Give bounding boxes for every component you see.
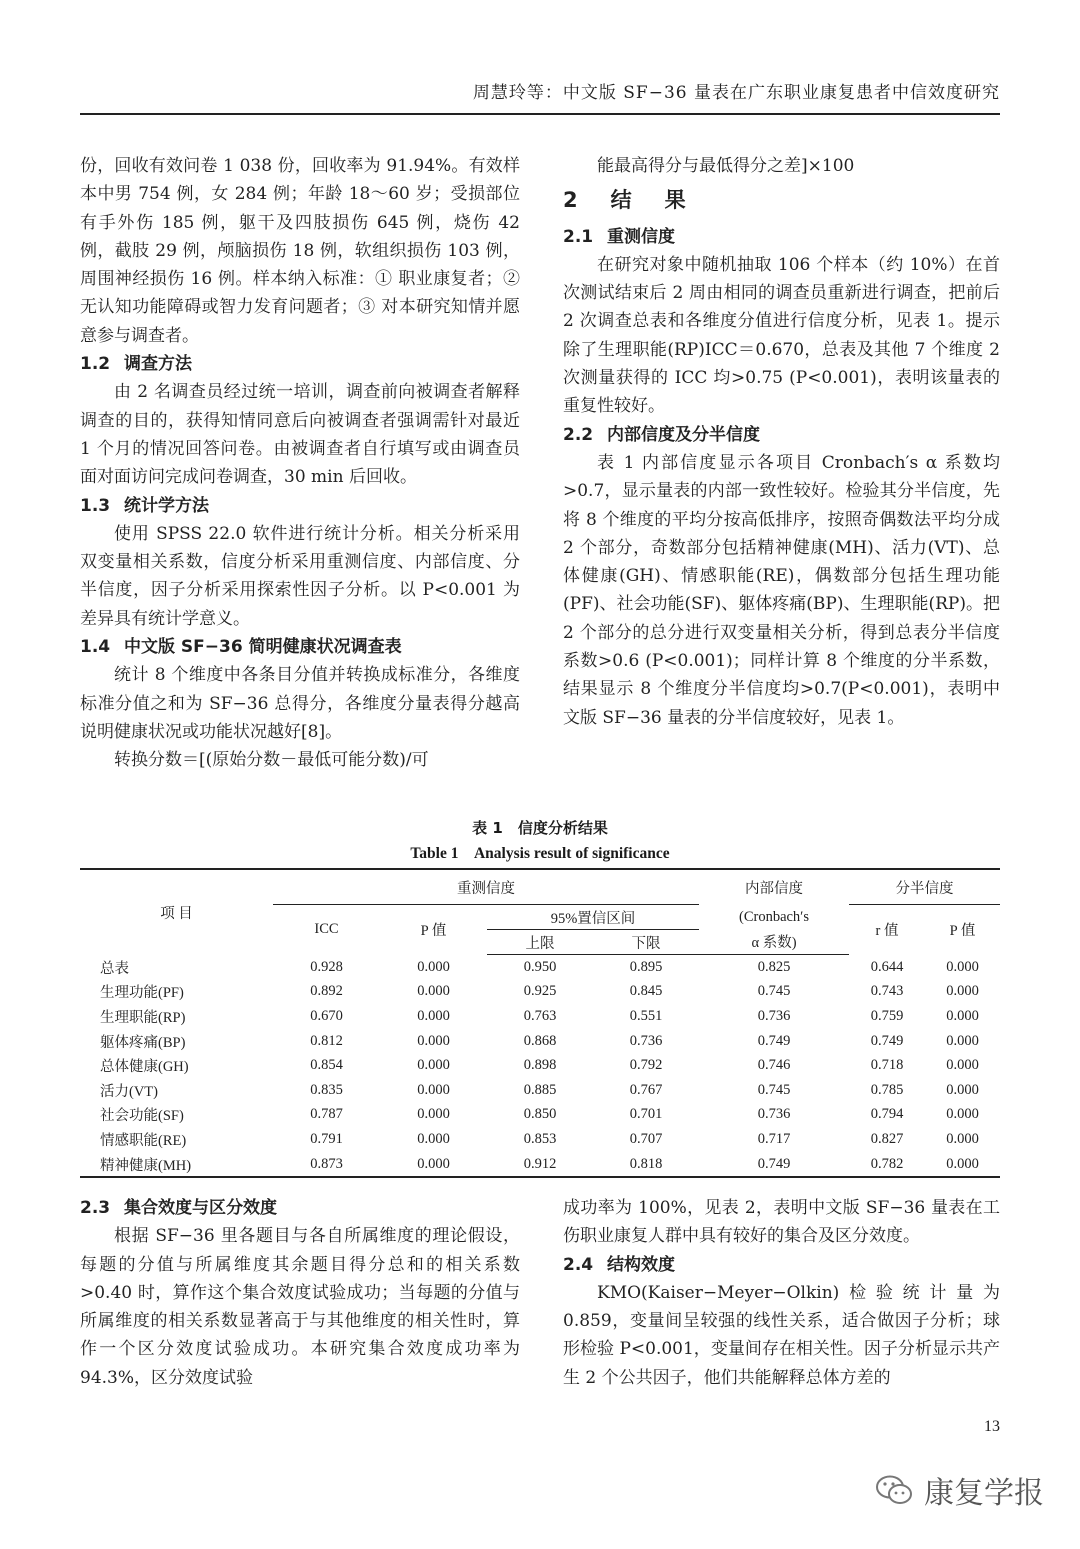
row-label: 活力(VT) — [100, 1083, 158, 1100]
table-cell: 0.000 — [946, 1081, 979, 1098]
section-heading-2-3: 2.3 集合效度与区分效度 — [80, 1198, 277, 1218]
table-cell: 0.000 — [946, 1106, 979, 1123]
paragraph-scoring: 统计 8 个维度中各条目分值并转换成标准分，各维度标准分值之和为 SF−36 总得分，各维度分量表得分越高说明健康状况或功能状况越好[8]。 — [80, 665, 520, 742]
table-cell: 0.791 — [310, 1130, 343, 1147]
paragraph-validity: 根据 SF−36 里各题目与各自所属维度的理论假设，每题的分值与所属维度其余题目得分总和的相关系数>0.40 时，算作这个集合效度试验成功；当每题的分值与所属维度的相关系数显著高于与其他维度的相关性时，算作一个区分效度试验成功。本研究集合效度成功率为 94.3%，区分效度试验 — [80, 1226, 520, 1388]
section-heading-1-3: 1.3 统计学方法 — [80, 495, 209, 516]
running-header: 周慧玲等：中文版 SF−36 量表在广东职业康复患者中信效度研究 — [472, 83, 1000, 103]
table-cell: 0.792 — [629, 1057, 663, 1074]
table-cell: 0.718 — [870, 1057, 904, 1074]
header-internal-1: 内部信度 — [699, 869, 849, 905]
table-row — [80, 1004, 1000, 1029]
table-cell: 0.745 — [757, 983, 791, 1000]
table-cell: 0.827 — [870, 1130, 904, 1147]
table-cell: 0.707 — [629, 1130, 663, 1147]
table-cell: 0.928 — [310, 958, 343, 975]
table-row — [80, 1029, 1000, 1054]
table-cell: 0.000 — [946, 1057, 979, 1074]
table-cell: 0.868 — [523, 1032, 557, 1049]
section-heading-1-2: 1.2 调查方法 — [80, 354, 192, 375]
table-cell: 0.701 — [629, 1106, 663, 1123]
table-row — [80, 980, 1000, 1005]
section-heading-2-2: 2.2 内部信度及分半信度 — [563, 424, 760, 445]
header-rule — [80, 113, 1000, 115]
table-cell: 0.812 — [310, 1032, 343, 1049]
table-cell: 0.787 — [310, 1106, 343, 1123]
table-cell: 0.000 — [925, 1152, 1000, 1178]
left-column-bottom — [80, 1194, 520, 1392]
table-cell: 0.746 — [757, 1057, 791, 1074]
paragraph-statistics: 使用 SPSS 22.0 软件进行统计分析。相关分析采用双变量相关系数，信度分析采用重测信度、内部信度、分半信度，因子分析采用探索性因子分析。以 P<0.001 为差异具有统计学意义。 — [80, 523, 520, 629]
table-cell: 0.818 — [593, 1152, 699, 1178]
table-row — [80, 1152, 1000, 1178]
right-column-top — [563, 152, 1000, 732]
paragraph-structure: KMO(Kaiser−Meyer−Olkin)检验统计量为0.859，变量间呈较强的线性关系，适合做因子分析；球形检验 P<0.001，变量间存在相关性。因子分析显示共产生 2 个公共因子，他们共能解释总体方差的 — [563, 1282, 1000, 1388]
table-cell: 0.845 — [629, 983, 663, 1000]
section-heading-1-4: 1.4 中文版 SF−36 简明健康状况调查表 — [80, 637, 402, 658]
table-cell: 0.825 — [757, 958, 791, 975]
table-cell: 0.835 — [310, 1081, 343, 1098]
table-cell: 0.000 — [946, 1032, 979, 1049]
paragraph-formula: 转换分数＝[(原始分数－最低可能分数)/可 — [114, 750, 429, 771]
table-row — [80, 1053, 1000, 1078]
table-row — [80, 1078, 1000, 1103]
table-cell: 0.912 — [487, 1152, 593, 1178]
table-cell: 0.551 — [629, 1007, 663, 1024]
table-cell: 0.000 — [417, 1081, 450, 1098]
row-label: 总体健康(GH) — [100, 1059, 189, 1076]
reliability-table — [80, 868, 1000, 1178]
table-caption-cn: 表 1 信度分析结果 — [472, 819, 608, 837]
table-cell: 0.000 — [417, 1130, 450, 1147]
row-label: 社会功能(SF) — [100, 1108, 184, 1125]
table-cell: 0.000 — [946, 1130, 979, 1147]
table-cell: 0.895 — [629, 958, 663, 975]
header-p2: P 值 — [949, 923, 976, 940]
row-label: 总表 — [100, 960, 129, 977]
header-retest: 重测信度 — [273, 869, 699, 905]
header-ci: 95%置信区间 — [487, 905, 699, 930]
paragraph-formula-cont: 能最高得分与最低得分之差]×100 — [597, 156, 855, 176]
header-internal-3: α 系数) — [699, 930, 849, 955]
table-cell: 0.794 — [870, 1106, 904, 1123]
table-cell: 0.000 — [417, 1106, 450, 1123]
table-cell: 0.000 — [417, 1057, 450, 1074]
table-row — [80, 1103, 1000, 1128]
table-cell: 0.000 — [946, 958, 979, 975]
row-label: 生理职能(RP) — [100, 1009, 186, 1026]
table-cell: 0.749 — [699, 1152, 849, 1178]
table-cell: 0.763 — [523, 1007, 557, 1024]
section-heading-2: 2 结 果 — [563, 188, 692, 213]
table-cell: 0.749 — [757, 1032, 791, 1049]
table-cell: 0.854 — [310, 1057, 343, 1074]
table-cell: 0.000 — [417, 983, 450, 1000]
header-internal-2: (Cronbach′s — [738, 908, 809, 925]
table-cell: 0.644 — [870, 958, 904, 975]
table-caption-en: Table 1 Analysis result of significance — [410, 845, 670, 862]
right-column-bottom — [563, 1194, 1000, 1392]
section-heading-2-1: 2.1 重测信度 — [563, 226, 675, 247]
header-icc: ICC — [314, 921, 339, 938]
table-cell: 0.717 — [757, 1130, 791, 1147]
watermark — [874, 1468, 1044, 1512]
header-r: r 值 — [875, 923, 899, 940]
watermark-text: 康复学报 — [924, 1476, 1044, 1511]
table-cell: 0.736 — [757, 1007, 791, 1024]
wechat-icon — [874, 1473, 914, 1507]
table-cell: 0.670 — [310, 1007, 343, 1024]
table-cell: 0.892 — [310, 983, 343, 1000]
table-cell: 0.873 — [273, 1152, 380, 1178]
table-cell: 0.885 — [523, 1081, 557, 1098]
table-cell: 0.000 — [946, 1007, 979, 1024]
header-item: 项 目 — [80, 869, 273, 955]
left-column-top — [80, 152, 520, 775]
table-cell: 0.000 — [380, 1152, 487, 1178]
table-cell: 0.743 — [870, 983, 904, 1000]
paragraph-internal: 表 1 内部信度显示各项目 Cronbach′s α 系数均>0.7，显示量表的内部一致性较好。检验其分半信度，先将 8 个维度的平均分按高低排序，按照奇偶数法平均分成 2 个部分，奇数部分包括精神健康(MH)、活力(VT)、总体健康(GH)、情感职能(RE)，偶数部分包括生理功能(PF)、社会功能(SF)、躯体疼痛(BP)、生理职能(RP)。把 2 个部分的总分进行双变量相关分析，得到总表分半信度系数>0.6 (P<0.001)；同样计算 8 个维度的分半系数，结果显示 8 个维度分半信度均>0.7(P<0.001)，表明中文版 SF−36 量表的分半信度较好，见表 1。 — [563, 452, 1000, 728]
paragraph-sample: 份，回收有效问卷 1 038 份，回收率为 91.94%。有效样本中男 754 例，女 284 例；年龄 18～60 岁；受损部位有手外伤 185 例，躯干及四肢损伤 645 例，烧伤 42 例，截肢 29 例，颅脑损伤 18 例，软组织损伤 103 例，周围神经损伤 16 例。样本纳入标准：① 职业康复者；② 无认知功能障碍或智力发育问题者；③ 对本研究知情并愿意参与调查者。 — [80, 156, 520, 346]
table-cell: 0.736 — [757, 1106, 791, 1123]
table-cell: 0.785 — [870, 1081, 904, 1098]
table-cell: 0.853 — [523, 1130, 557, 1147]
table-cell: 0.850 — [523, 1106, 557, 1123]
table-cell: 0.000 — [417, 1032, 450, 1049]
table-cell: 0.000 — [417, 958, 450, 975]
table-cell: 0.759 — [870, 1007, 904, 1024]
header-upper: 上限 — [487, 930, 593, 955]
table-cell: 0.950 — [523, 958, 557, 975]
section-heading-2-4: 2.4 结构效度 — [563, 1254, 675, 1275]
row-label: 精神健康(MH) — [80, 1152, 273, 1178]
row-label: 生理功能(PF) — [100, 985, 184, 1002]
header-split: 分半信度 — [849, 869, 1000, 905]
page-number: 13 — [984, 1418, 1000, 1435]
paragraph-validity-cont: 成功率为 100%，见表 2，表明中文版 SF−36 量表在工伤职业康复人群中具有较好的集合及区分效度。 — [563, 1198, 1000, 1247]
header-p: P 值 — [420, 923, 447, 940]
table-cell: 0.767 — [629, 1081, 663, 1098]
table-cell: 0.000 — [417, 1007, 450, 1024]
row-label: 躯体疼痛(BP) — [100, 1034, 186, 1051]
row-label: 情感职能(RE) — [100, 1132, 187, 1149]
table-row — [80, 955, 1000, 980]
table-cell: 0.925 — [523, 983, 557, 1000]
table-cell: 0.749 — [870, 1032, 904, 1049]
paragraph-survey-method: 由 2 名调查员经过统一培训，调查前向被调查者解释调查的目的，获得知情同意后向被调查者强调需针对最近 1 个月的情况回答问卷。由被调查者自行填写或由调查员面对面访问完成问卷调查，30 min 后回收。 — [80, 382, 520, 488]
table-cell: 0.745 — [757, 1081, 791, 1098]
header-lower: 下限 — [593, 930, 699, 955]
table-cell: 0.000 — [946, 983, 979, 1000]
paragraph-retest: 在研究对象中随机抽取 106 个样本（约 10%）在首次测试结束后 2 周由相同的调查员重新进行调查，把前后 2 次调查总表和各维度分值进行信度分析，见表 1。提示除了生理职能(RP)ICC＝0.670，总表及其他 7 个维度 2 次测量获得的 ICC 均>0.75 (P<0.001)，表明该量表的重复性较好。 — [563, 254, 1000, 417]
table-row — [80, 1127, 1000, 1152]
table-cell: 0.898 — [523, 1057, 557, 1074]
table-cell: 0.736 — [629, 1032, 663, 1049]
table-cell: 0.782 — [849, 1152, 925, 1178]
